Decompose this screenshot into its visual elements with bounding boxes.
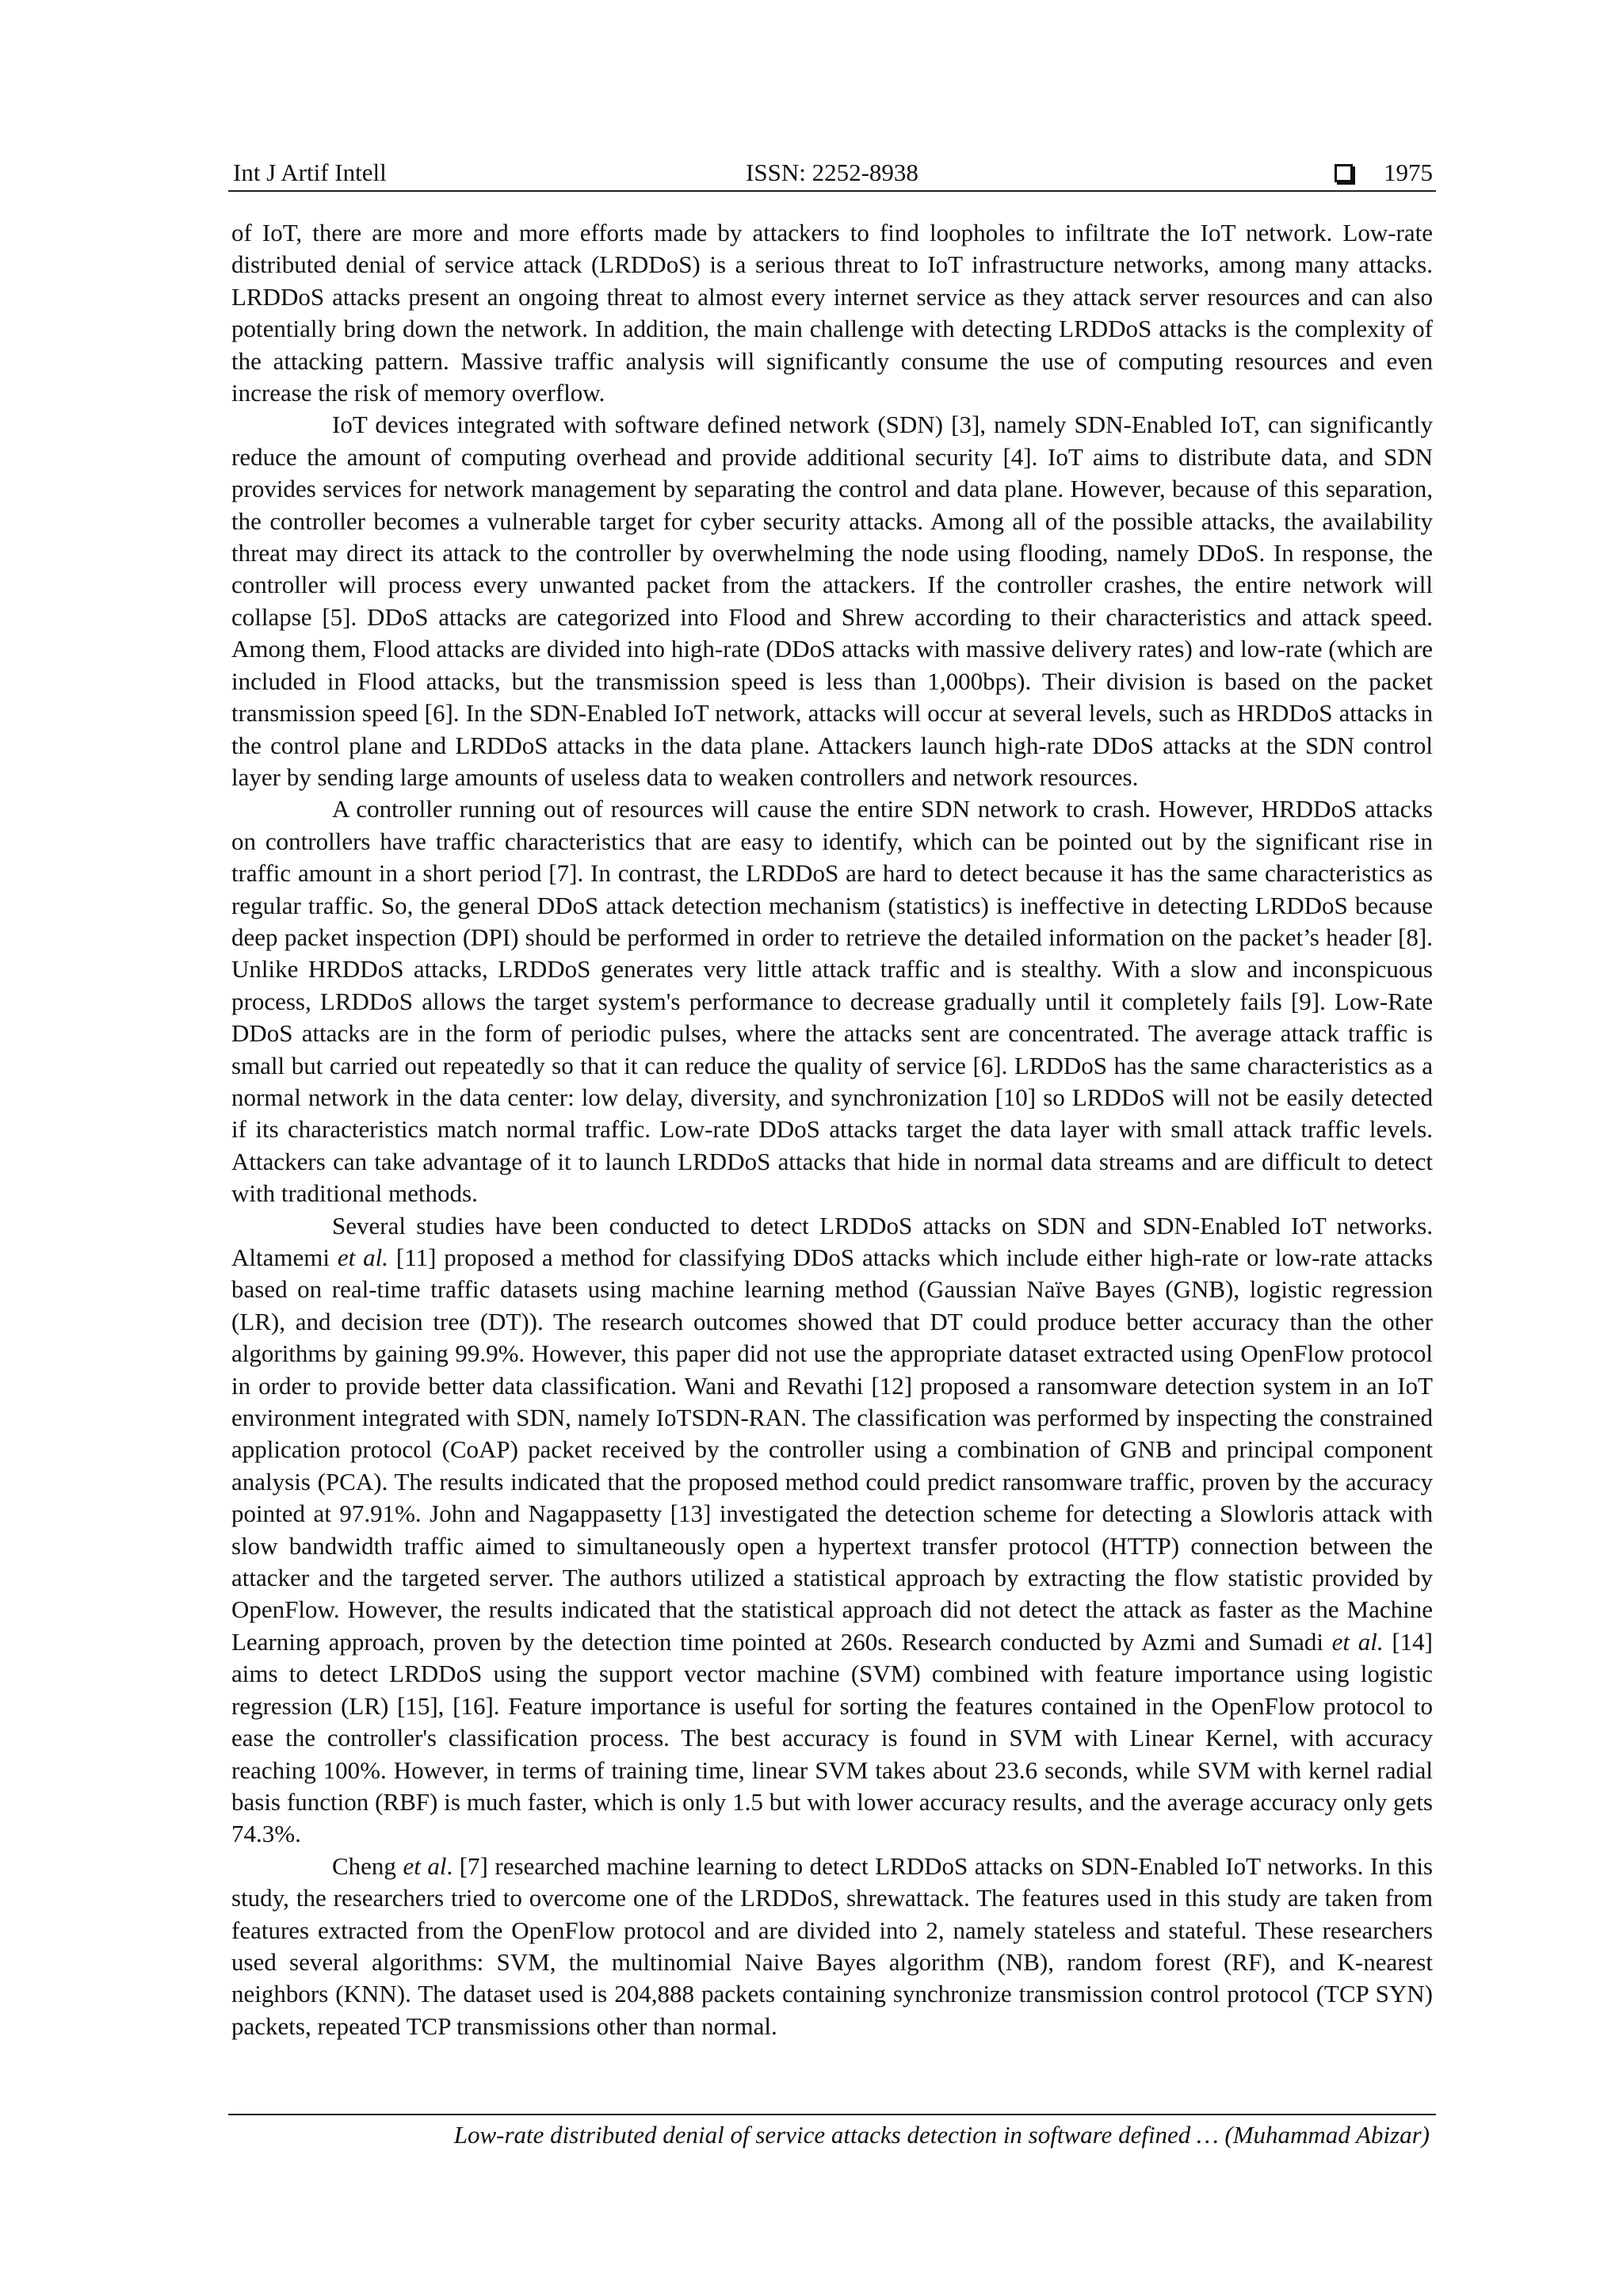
- running-title: Low-rate distributed denial of service attacks detection in software defined … (Muhammad Abizar): [453, 2121, 1430, 2149]
- page-header: [228, 155, 1436, 192]
- italic-text: et al: [403, 1851, 447, 1880]
- text-run: IoT devices integrated with software defined network (SDN) [3], namely SDN-Enabled IoT, can significantly reduce the amount of computing overhead and provide additional security [4]. IoT aims to distribute data, and SDN provides services for network management by separating the control and data plane. However, because of this separation, the controller becomes a vulnerable target for cyber security attacks. Among all of the possible attacks, the availability threat may direct its attack to the controller by overwhelming the node using flooding, namely DDoS. In response, the controller will process every unwanted packet from the attackers. If the controller crashes, the entire network will collapse [5]. DDoS attacks are categorized into Flood and Shrew according to their characteristics and attack speed. Among them, Flood attacks are divided into high-rate (DDoS attacks with massive delivery rates) and low-rate (which are included in Flood attacks, but the transmission speed is less than 1,000bps). Their division is based on the packet transmission speed [6]. In the SDN-Enabled IoT network, attacks will occur at several levels, such as HRDDoS attacks in the control plane and LRDDoS attacks in the data plane. Attackers launch high-rate DDoS attacks at the SDN control layer by sending large amounts of useless data to weaken controllers and network resources.: [231, 411, 1433, 791]
- body-text: [231, 217, 1433, 2042]
- italic-text: et al.: [337, 1244, 389, 1271]
- paragraph: [231, 1210, 1433, 1851]
- text-run: A controller running out of resources will cause the entire SDN network to crash. However, HRDDoS attacks on controllers have traffic characteristics that are easy to identify, which can be pointed out by the significant rise in traffic amount in a short period [7]. In contrast, the LRDDoS are hard to detect because it has the same characteristics as regular traffic. So, the general DDoS attack detection mechanism (statistics) is ineffective in detecting LRDDoS because deep packet inspection (DPI) should be performed in order to retrieve the detailed information on the packet’s header [8]. Unlike HRDDoS attacks, LRDDoS generates very little attack traffic and is stealthy. With a slow and inconspicuous process, LRDDoS allows the target system's performance to decrease gradually until it completely fails [9]. Low-Rate DDoS attacks are in the form of periodic pulses, where the attacks sent are concentrated. The average attack traffic is small but carried out repeatedly so that it can reduce the quality of service [6]. LRDDoS has the same characteristics as a normal network in the data center: low delay, diversity, and synchronization [10] so LRDDoS will not be easily detected if its characteristics match normal traffic. Low-rate DDoS attacks target the data layer with small attack traffic levels. Attackers can take advantage of it to launch LRDDoS attacks that hide in normal data streams and are difficult to detect with traditional methods.: [231, 795, 1433, 1208]
- italic-text: et al.: [1331, 1627, 1384, 1656]
- issn: ISSN: 2252-8938: [746, 159, 918, 186]
- text-run: [11] proposed a method for classifying DDoS attacks which include either high-rate or low-rate attacks based on real-time traffic datasets using machine learning method (Gaussian Naïve Bayes (GNB), logistic regression (LR), and decision tree (DT)). The research outcomes showed that DT could produce better accuracy than the other algorithms by gaining 99.9%. However, this paper did not use the appropriate dataset extracted using OpenFlow protocol in order to provide better data classification. Wani and Revathi [12] proposed a ransomware detection system in an IoT environment integrated with SDN, namely IoTSDN-RAN. The classification was performed by inspecting the constrained application protocol (CoAP) packet received by the controller using a combination of GNB and principal component analysis (PCA). The results indicated that the proposed method could predict ransomware traffic, proven by the accuracy pointed at 97.91%. John and Nagappasetty [13] investigated the detection scheme for detecting a Slowloris attack with slow bandwidth traffic aimed to simultaneously open a hypertext transfer protocol (HTTP) connection between the attacker and the targeted server. The authors utilized a statistical approach by extracting the flow statistic provided by OpenFlow. However, the results indicated that the statistical approach did not detect the attack as faster as the Machine Learning approach, proven by the detection time pointed at 260s. Research conducted by Azmi and Sumadi: [231, 1244, 1433, 1656]
- journal-name: Int J Artif Intell: [233, 159, 387, 186]
- text-run: . [7] researched machine learning to detect LRDDoS attacks on SDN-Enabled IoT networks. In this study, the researchers tried to overcome one of the LRDDoS, shrewattack. The features used in this study are taken from features extracted from the OpenFlow protocol and are divided into 2, namely stateless and stateful. These researchers used several algorithms: SVM, the multinomial Naive Bayes algorithm (NB), random forest (RF), and K-nearest neighbors (KNN). The dataset used is 204,888 packets containing synchronize transmission control protocol (TCP SYN) packets, repeated TCP transmissions other than normal.: [231, 1851, 1433, 2040]
- footer-rule: [228, 2114, 1436, 2115]
- paragraph: [231, 217, 1433, 409]
- text-run: [14] aims to detect LRDDoS using the support vector machine (SVM) combined with feature importance using logistic regression (LR) [15], [16]. Feature importance is useful for sorting the features contained in the OpenFlow protocol to ease the controller's classification process. The best accuracy is found in SVM with Linear Kernel, with accuracy reaching 100%. However, in terms of training time, linear SVM takes about 23.6 seconds, while SVM with kernel radial basis function (RBF) is much faster, which is only 1.5 but with lower accuracy results, and the average accuracy only gets 74.3%.: [231, 1627, 1433, 1848]
- paragraph: [231, 1851, 1433, 2042]
- text-run: Cheng: [332, 1851, 403, 1880]
- page-box-icon: [1335, 164, 1353, 182]
- paragraph: [231, 793, 1433, 1209]
- text-run: Several studies have been conducted to detect LRDDoS attacks on SDN and SDN-Enabled IoT networks. Altamemi: [231, 1211, 1433, 1271]
- text-run: of IoT, there are more and more efforts made by attackers to find loopholes to infiltrate the IoT network. Low-rate distributed denial of service attack (LRDDoS) is a serious threat to IoT infrastructure networks, among many attacks. LRDDoS attacks present an ongoing threat to almost every internet service as they attack server resources and can also potentially bring down the network. In addition, the main challenge with detecting LRDDoS attacks is the complexity of the attacking pattern. Massive traffic analysis will significantly consume the use of computing resources and even increase the risk of memory overflow.: [231, 219, 1433, 407]
- page-number: 1975: [1384, 159, 1433, 186]
- paragraph: [231, 409, 1433, 793]
